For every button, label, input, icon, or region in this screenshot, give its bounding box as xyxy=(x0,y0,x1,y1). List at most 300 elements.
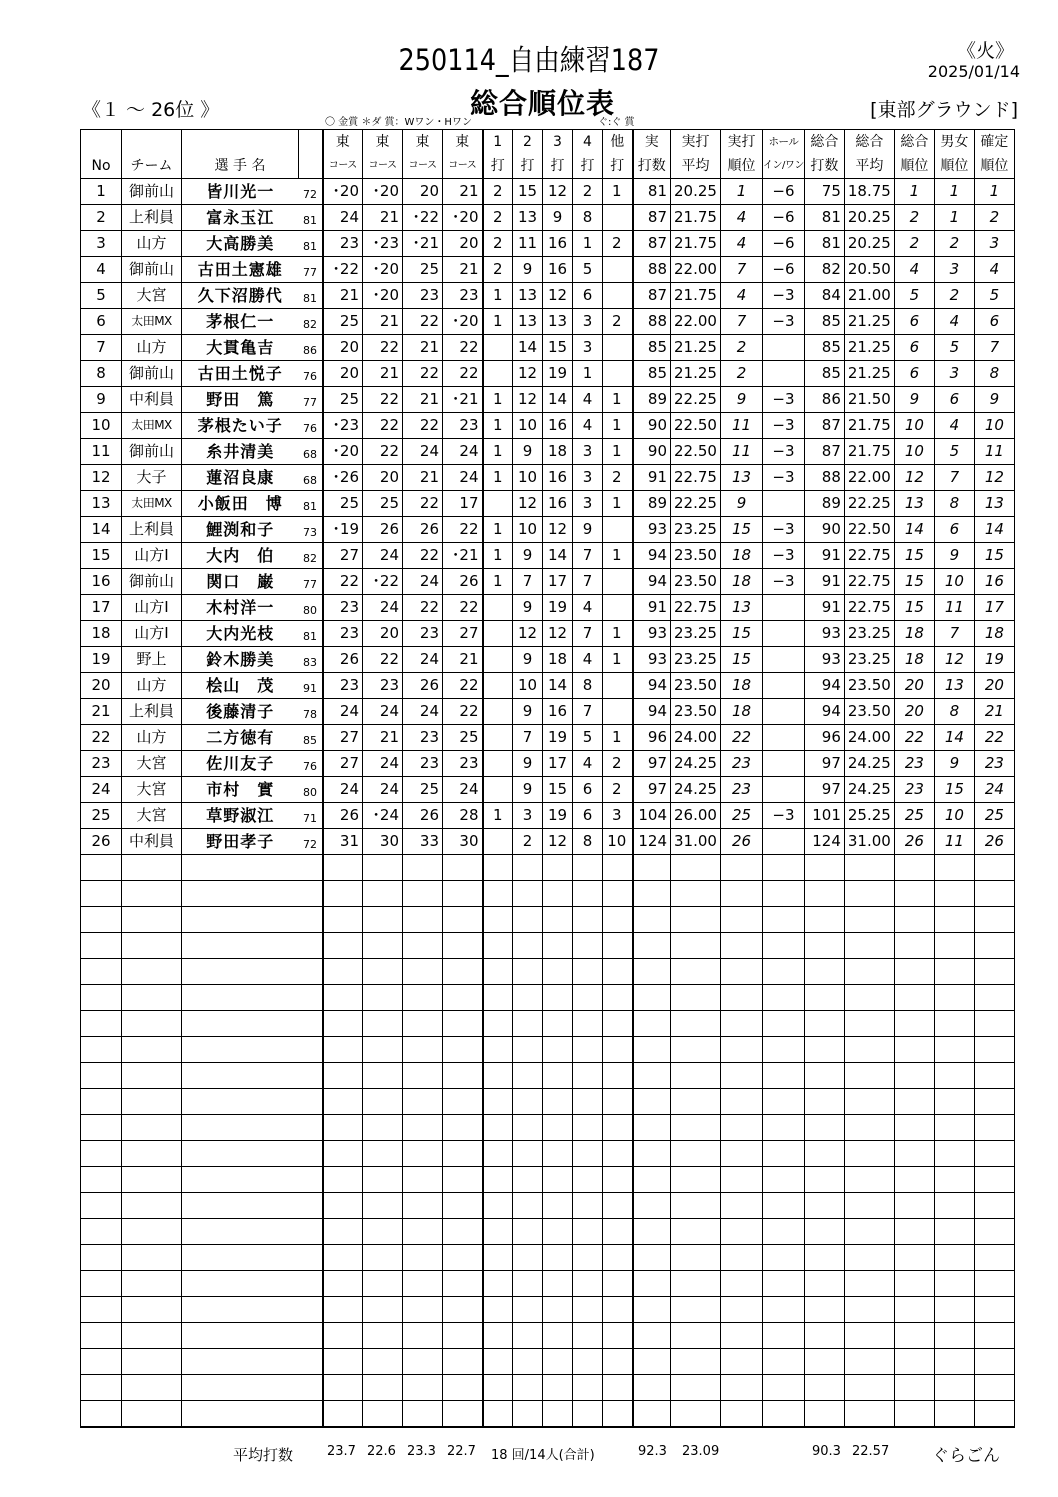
actual-strokes: 87 xyxy=(633,231,671,257)
course-4-score: 30 xyxy=(443,829,483,855)
total-average: 21.25 xyxy=(844,361,894,387)
empty-cell xyxy=(81,985,122,1011)
empty-cell xyxy=(323,1401,363,1428)
final-rank: 12 xyxy=(974,465,1014,491)
empty-cell xyxy=(81,1245,122,1271)
empty-cell xyxy=(483,1037,513,1063)
empty-cell xyxy=(603,959,633,985)
total-strokes: 97 xyxy=(804,777,844,803)
empty-row xyxy=(81,1375,1015,1401)
hit-count-3: 12 xyxy=(543,621,573,647)
empty-cell xyxy=(573,1063,603,1089)
empty-cell xyxy=(443,1011,483,1037)
table-row xyxy=(81,309,1015,335)
player-name: 桧山 茂 xyxy=(182,673,299,699)
empty-cell xyxy=(934,1401,974,1428)
player-age: 80 xyxy=(299,777,323,803)
total-rank: 15 xyxy=(894,595,934,621)
rank-no: 11 xyxy=(81,439,122,465)
player-name: 佐川友子 xyxy=(182,751,299,777)
rank-no: 19 xyxy=(81,647,122,673)
course-3-score: 22 xyxy=(403,543,443,569)
header-col-4-bottom: コース xyxy=(363,154,403,179)
empty-cell xyxy=(443,1271,483,1297)
table-row xyxy=(81,621,1015,647)
empty-cell xyxy=(573,907,603,933)
header-col-3-top: 東 xyxy=(323,130,363,155)
total-rank: 1 xyxy=(894,179,934,205)
header-col-17-bottom: 平均 xyxy=(844,154,894,179)
actual-average: 22.25 xyxy=(671,491,721,517)
empty-row xyxy=(81,1323,1015,1349)
total-strokes: 85 xyxy=(804,309,844,335)
empty-cell xyxy=(299,1271,323,1297)
empty-cell xyxy=(323,855,363,881)
empty-cell xyxy=(603,907,633,933)
empty-cell xyxy=(81,855,122,881)
empty-cell xyxy=(443,1193,483,1219)
table-row xyxy=(81,777,1015,803)
empty-cell xyxy=(671,1323,721,1349)
course-2-score: 24 xyxy=(363,777,403,803)
hit-count-1 xyxy=(483,621,513,647)
empty-cell xyxy=(844,1115,894,1141)
course-3-score: ･21 xyxy=(403,231,443,257)
empty-cell xyxy=(483,855,513,881)
empty-cell xyxy=(721,933,763,959)
player-age: 76 xyxy=(299,751,323,777)
player-name: 大高勝美 xyxy=(182,231,299,257)
team: 山方 xyxy=(122,725,182,751)
hit-count-2: 13 xyxy=(513,309,543,335)
empty-cell xyxy=(403,1245,443,1271)
empty-row xyxy=(81,1401,1015,1428)
empty-cell xyxy=(721,959,763,985)
course-3-score: 21 xyxy=(403,335,443,361)
rank-no: 20 xyxy=(81,673,122,699)
hit-count-1: 1 xyxy=(483,387,513,413)
course-2-score: 22 xyxy=(363,439,403,465)
subtitle: 総合順位表 xyxy=(470,87,616,120)
empty-cell xyxy=(323,1219,363,1245)
empty-cell xyxy=(513,1271,543,1297)
empty-cell xyxy=(671,907,721,933)
hit-count-5 xyxy=(603,517,633,543)
empty-cell xyxy=(633,1037,671,1063)
course-3-score: 23 xyxy=(403,751,443,777)
empty-cell xyxy=(974,855,1014,881)
player-age: 81 xyxy=(299,231,323,257)
empty-cell xyxy=(934,881,974,907)
hit-count-1 xyxy=(483,725,513,751)
footer-total-average: 22.57 xyxy=(852,1444,890,1459)
team: 御前山 xyxy=(122,257,182,283)
hit-count-4: 6 xyxy=(573,777,603,803)
hit-count-5: 1 xyxy=(603,647,633,673)
player-age: 76 xyxy=(299,413,323,439)
rank-no: 23 xyxy=(81,751,122,777)
empty-cell xyxy=(633,1245,671,1271)
hit-count-4: 4 xyxy=(573,387,603,413)
empty-cell xyxy=(804,1063,844,1089)
hit-count-2: 9 xyxy=(513,647,543,673)
hit-count-5: 1 xyxy=(603,621,633,647)
final-rank: 23 xyxy=(974,751,1014,777)
player-age: 81 xyxy=(299,491,323,517)
empty-cell xyxy=(483,1011,513,1037)
empty-cell xyxy=(443,985,483,1011)
empty-cell xyxy=(122,1245,182,1271)
total-average: 21.25 xyxy=(844,309,894,335)
empty-cell xyxy=(122,1401,182,1428)
empty-cell xyxy=(721,1063,763,1089)
empty-cell xyxy=(299,985,323,1011)
course-4-score: 23 xyxy=(443,283,483,309)
rank-no: 22 xyxy=(81,725,122,751)
gender-rank: 12 xyxy=(934,647,974,673)
hit-count-2: 9 xyxy=(513,257,543,283)
final-rank: 16 xyxy=(974,569,1014,595)
total-strokes: 85 xyxy=(804,361,844,387)
actual-strokes: 85 xyxy=(633,361,671,387)
empty-cell xyxy=(403,1323,443,1349)
hit-count-1: 1 xyxy=(483,517,513,543)
actual-average: 21.75 xyxy=(671,231,721,257)
empty-cell xyxy=(804,985,844,1011)
empty-cell xyxy=(483,1115,513,1141)
hit-count-5: 1 xyxy=(603,387,633,413)
team: 御前山 xyxy=(122,569,182,595)
table-row xyxy=(81,517,1015,543)
course-1-score: ･20 xyxy=(323,439,363,465)
final-rank: 1 xyxy=(974,179,1014,205)
empty-cell xyxy=(81,933,122,959)
course-2-score: 20 xyxy=(363,465,403,491)
empty-cell xyxy=(721,1089,763,1115)
empty-cell xyxy=(483,1167,513,1193)
team: 山方 xyxy=(122,335,182,361)
empty-cell xyxy=(763,1115,805,1141)
empty-cell xyxy=(763,1167,805,1193)
empty-cell xyxy=(603,881,633,907)
table-row xyxy=(81,465,1015,491)
rank-no: 21 xyxy=(81,699,122,725)
course-4-score: 22 xyxy=(443,595,483,621)
hit-count-1: 1 xyxy=(483,543,513,569)
hit-count-4: 8 xyxy=(573,673,603,699)
player-age: 91 xyxy=(299,673,323,699)
empty-cell xyxy=(513,959,543,985)
hole-in-one-bonus xyxy=(763,595,805,621)
empty-cell xyxy=(934,933,974,959)
course-4-score: 23 xyxy=(443,751,483,777)
empty-cell xyxy=(81,1089,122,1115)
hit-count-2: 11 xyxy=(513,231,543,257)
empty-cell xyxy=(633,1193,671,1219)
empty-cell xyxy=(603,1271,633,1297)
header-col-7-top: 1 xyxy=(483,130,513,155)
final-rank: 13 xyxy=(974,491,1014,517)
empty-cell xyxy=(182,1193,299,1219)
course-1-score: 25 xyxy=(323,491,363,517)
empty-row xyxy=(81,1349,1015,1375)
empty-cell xyxy=(403,1089,443,1115)
course-4-score: 22 xyxy=(443,673,483,699)
empty-cell xyxy=(844,1375,894,1401)
empty-cell xyxy=(443,1089,483,1115)
rank-no: 10 xyxy=(81,413,122,439)
team: 大宮 xyxy=(122,803,182,829)
actual-average: 22.75 xyxy=(671,595,721,621)
empty-cell xyxy=(363,959,403,985)
empty-cell xyxy=(763,1323,805,1349)
footer-course2-avg: 22.6 xyxy=(367,1444,396,1459)
total-average: 22.75 xyxy=(844,569,894,595)
empty-cell xyxy=(894,1089,934,1115)
gender-rank: 3 xyxy=(934,257,974,283)
empty-cell xyxy=(363,1245,403,1271)
hit-count-2: 10 xyxy=(513,673,543,699)
empty-cell xyxy=(573,1141,603,1167)
player-name: 木村洋一 xyxy=(182,595,299,621)
actual-average: 22.75 xyxy=(671,465,721,491)
player-age: 76 xyxy=(299,361,323,387)
empty-cell xyxy=(122,1193,182,1219)
course-4-score: 24 xyxy=(443,465,483,491)
actual-average: 23.50 xyxy=(671,569,721,595)
date: 2025/01/14 xyxy=(927,62,1020,81)
empty-cell xyxy=(122,881,182,907)
empty-cell xyxy=(573,1375,603,1401)
gender-rank: 2 xyxy=(934,283,974,309)
player-age: 73 xyxy=(299,517,323,543)
hit-count-2: 2 xyxy=(513,829,543,855)
empty-cell xyxy=(934,1115,974,1141)
empty-cell xyxy=(182,1167,299,1193)
course-1-score: ･19 xyxy=(323,517,363,543)
empty-cell xyxy=(974,1375,1014,1401)
hit-count-5 xyxy=(603,361,633,387)
course-2-score: 24 xyxy=(363,699,403,725)
empty-cell xyxy=(81,1323,122,1349)
course-2-score: 22 xyxy=(363,413,403,439)
empty-cell xyxy=(671,933,721,959)
empty-cell xyxy=(323,1115,363,1141)
empty-cell xyxy=(633,1349,671,1375)
gender-rank: 10 xyxy=(934,569,974,595)
empty-cell xyxy=(513,1323,543,1349)
empty-cell xyxy=(543,1089,573,1115)
actual-strokes: 90 xyxy=(633,439,671,465)
player-name: 蓮沼良康 xyxy=(182,465,299,491)
total-rank: 12 xyxy=(894,465,934,491)
empty-cell xyxy=(894,1037,934,1063)
empty-cell xyxy=(403,1037,443,1063)
hit-count-4: 4 xyxy=(573,413,603,439)
player-name: 茅根たい子 xyxy=(182,413,299,439)
table-row xyxy=(81,283,1015,309)
empty-cell xyxy=(603,1141,633,1167)
empty-cell xyxy=(804,1219,844,1245)
empty-cell xyxy=(633,1323,671,1349)
hit-count-5: 2 xyxy=(603,231,633,257)
empty-cell xyxy=(763,1037,805,1063)
empty-cell xyxy=(934,1323,974,1349)
empty-cell xyxy=(403,933,443,959)
hole-in-one-bonus: −3 xyxy=(763,465,805,491)
empty-cell xyxy=(721,1375,763,1401)
empty-cell xyxy=(363,1349,403,1375)
empty-cell xyxy=(633,985,671,1011)
rank-no: 12 xyxy=(81,465,122,491)
player-name: 後藤清子 xyxy=(182,699,299,725)
hit-count-4: 3 xyxy=(573,439,603,465)
empty-cell xyxy=(483,1323,513,1349)
empty-cell xyxy=(763,1219,805,1245)
empty-cell xyxy=(81,959,122,985)
empty-cell xyxy=(671,1063,721,1089)
hit-count-2: 7 xyxy=(513,725,543,751)
hit-count-4: 3 xyxy=(573,309,603,335)
hit-count-4: 8 xyxy=(573,205,603,231)
empty-row xyxy=(81,1063,1015,1089)
empty-cell xyxy=(934,1167,974,1193)
total-average: 18.75 xyxy=(844,179,894,205)
empty-cell xyxy=(633,959,671,985)
empty-cell xyxy=(483,933,513,959)
empty-cell xyxy=(974,907,1014,933)
final-rank: 6 xyxy=(974,309,1014,335)
course-3-score: 26 xyxy=(403,517,443,543)
empty-cell xyxy=(894,1349,934,1375)
header-col-16-bottom: 打数 xyxy=(804,154,844,179)
hit-count-2: 10 xyxy=(513,465,543,491)
empty-cell xyxy=(573,1089,603,1115)
empty-cell xyxy=(804,1349,844,1375)
empty-cell xyxy=(483,1089,513,1115)
final-rank: 9 xyxy=(974,387,1014,413)
empty-cell xyxy=(182,959,299,985)
empty-cell xyxy=(81,1141,122,1167)
empty-cell xyxy=(363,1141,403,1167)
empty-cell xyxy=(363,1323,403,1349)
empty-cell xyxy=(122,1037,182,1063)
gender-rank: 9 xyxy=(934,543,974,569)
empty-cell xyxy=(844,907,894,933)
total-rank: 14 xyxy=(894,517,934,543)
course-4-score: 24 xyxy=(443,777,483,803)
empty-cell xyxy=(844,1219,894,1245)
empty-row xyxy=(81,1271,1015,1297)
empty-cell xyxy=(182,1063,299,1089)
total-rank: 10 xyxy=(894,413,934,439)
hit-count-1 xyxy=(483,699,513,725)
hit-count-2: 10 xyxy=(513,413,543,439)
header-col-12-top: 実 xyxy=(633,130,671,155)
hit-count-3: 12 xyxy=(543,283,573,309)
empty-cell xyxy=(573,985,603,1011)
empty-cell xyxy=(323,1037,363,1063)
header-col-20-bottom: 順位 xyxy=(974,154,1014,179)
empty-cell xyxy=(513,1349,543,1375)
empty-cell xyxy=(844,1245,894,1271)
total-strokes: 85 xyxy=(804,335,844,361)
total-strokes: 94 xyxy=(804,673,844,699)
hit-count-5 xyxy=(603,205,633,231)
empty-cell xyxy=(804,881,844,907)
hole-in-one-bonus xyxy=(763,335,805,361)
final-rank: 21 xyxy=(974,699,1014,725)
actual-strokes: 94 xyxy=(633,699,671,725)
gender-rank: 10 xyxy=(934,803,974,829)
empty-cell xyxy=(721,1245,763,1271)
final-rank: 20 xyxy=(974,673,1014,699)
empty-cell xyxy=(483,959,513,985)
empty-cell xyxy=(721,907,763,933)
empty-cell xyxy=(721,1323,763,1349)
empty-cell xyxy=(403,855,443,881)
course-1-score: 31 xyxy=(323,829,363,855)
header-col-10-bottom: 打 xyxy=(573,154,603,179)
footer-course1-avg: 23.7 xyxy=(327,1444,356,1459)
header-col-8-bottom: 打 xyxy=(513,154,543,179)
empty-cell xyxy=(894,1401,934,1428)
empty-cell xyxy=(763,985,805,1011)
empty-cell xyxy=(804,1089,844,1115)
empty-cell xyxy=(671,1349,721,1375)
total-rank: 9 xyxy=(894,387,934,413)
player-name: 皆川光一 xyxy=(182,179,299,205)
empty-cell xyxy=(671,1297,721,1323)
empty-cell xyxy=(543,959,573,985)
empty-cell xyxy=(443,855,483,881)
empty-cell xyxy=(671,881,721,907)
empty-cell xyxy=(763,907,805,933)
hit-count-4: 6 xyxy=(573,283,603,309)
empty-cell xyxy=(513,855,543,881)
empty-cell xyxy=(182,1219,299,1245)
hit-count-5 xyxy=(603,673,633,699)
empty-cell xyxy=(299,1063,323,1089)
empty-cell xyxy=(543,1141,573,1167)
course-3-score: ･22 xyxy=(403,205,443,231)
ranking-table xyxy=(80,129,1015,1428)
empty-cell xyxy=(763,1245,805,1271)
hit-count-4: 8 xyxy=(573,829,603,855)
course-1-score: 23 xyxy=(323,231,363,257)
course-1-score: ･22 xyxy=(323,257,363,283)
empty-cell xyxy=(323,985,363,1011)
player-name: 二方徳有 xyxy=(182,725,299,751)
final-rank: 22 xyxy=(974,725,1014,751)
empty-cell xyxy=(894,881,934,907)
header-col-14-top: 実打 xyxy=(721,130,763,155)
course-2-score: 23 xyxy=(363,673,403,699)
empty-cell xyxy=(403,1297,443,1323)
course-3-score: 21 xyxy=(403,465,443,491)
header-col-0-bottom: No xyxy=(81,154,122,179)
empty-cell xyxy=(721,1297,763,1323)
total-average: 23.25 xyxy=(844,621,894,647)
empty-cell xyxy=(483,1271,513,1297)
empty-cell xyxy=(721,1011,763,1037)
hit-count-5 xyxy=(603,283,633,309)
team: 中利員 xyxy=(122,387,182,413)
hit-count-1: 2 xyxy=(483,257,513,283)
table-row xyxy=(81,803,1015,829)
course-4-score: 22 xyxy=(443,699,483,725)
rank-no: 16 xyxy=(81,569,122,595)
